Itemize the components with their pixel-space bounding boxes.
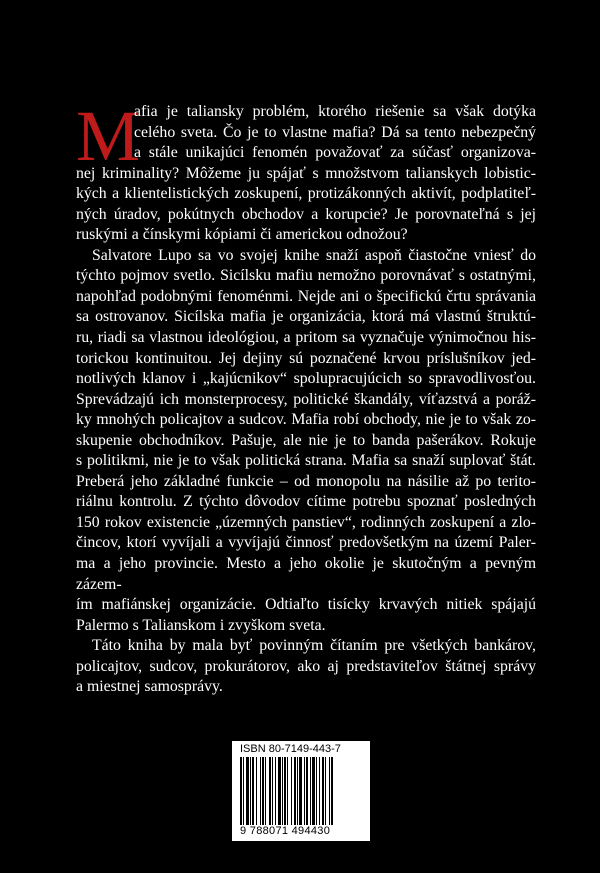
barcode-bar xyxy=(260,757,261,825)
barcode-bar xyxy=(250,757,251,825)
barcode-bar xyxy=(278,757,281,825)
barcode-bar xyxy=(256,757,257,825)
barcode-bar xyxy=(252,757,254,825)
barcode-digits: 9 788071 494430 xyxy=(240,825,331,837)
text-line: ím mafiánskej organizácie. Odtiaľto tisícky krvavých nitiek spájajú xyxy=(76,596,536,614)
barcode-bar xyxy=(312,757,315,825)
barcode-bar xyxy=(269,757,271,825)
isbn-label: ISBN 80-7149-443-7 xyxy=(240,743,341,755)
text-line: a miestnej samosprávy. xyxy=(76,678,223,696)
barcode-bar xyxy=(246,757,249,825)
barcode-bar xyxy=(322,757,324,825)
barcode-box xyxy=(232,741,370,841)
text-line: ru, riadi sa vlastnou ideológiou, a pritom sa vyznačuje výnimočnou his- xyxy=(76,329,536,347)
text-line: Sprevádzajú ich monsterprocesy, politické škandály, víťazstvá a poráž- xyxy=(76,390,536,408)
text-line: čincov, ktorí vyvíjali a vyvíjajú činnosť predovšetkým na území Paler- xyxy=(76,534,536,552)
text-line: skupenie obchodníkov. Pašuje, ale nie je to banda pašerákov. Rokuje xyxy=(76,431,536,449)
text-line: ma a jeho provincie. Mesto a jeho okolie je skutočným a pevným zázem- xyxy=(76,555,536,593)
text-line: Preberá jeho základné funkcie – od monopolu na násilie až po terito- xyxy=(76,472,536,490)
text-line: Táto kniha by mala byť povinným čítaním pre všetkých bankárov, xyxy=(92,637,536,655)
text-line: nej kriminality? Môžeme ju spájať s množstvom talianskych lobistic- xyxy=(76,164,536,182)
text-line: riálnu kontrolu. Z týchto dôvodov cítime potrebu spoznať posledných xyxy=(76,493,536,511)
barcode-bar xyxy=(294,757,296,825)
text-line: notlivých klanov i „kajúcnikov“ spolupracujúcich so spravodlivosťou. xyxy=(76,370,536,388)
barcode-bar xyxy=(272,757,273,825)
text-line: sa ostrovanov. Sicílska mafia je organizácia, ktorá má vlastnú štruktú- xyxy=(76,308,536,326)
barcode-bar xyxy=(319,757,320,825)
drop-cap: M xyxy=(76,96,141,176)
text-line: s politikmi, nie je to však politická strana. Mafia sa snaží suplovať štát. xyxy=(76,452,536,470)
barcode-bar xyxy=(329,757,330,825)
barcode-bar xyxy=(265,757,266,825)
barcode-bar xyxy=(331,757,333,825)
text-line: týchto pojmov svetlo. Sicílsku mafiu nemožno porovnávať s ostatnými, xyxy=(76,267,536,285)
barcode-bar xyxy=(240,757,242,825)
barcode-bar xyxy=(310,757,311,825)
barcode-bar xyxy=(316,757,317,825)
barcode-bar xyxy=(297,757,298,825)
barcode-bar xyxy=(291,757,292,825)
text-line: policajtov, sudcov, prokurátorov, ako aj predstaviteľov štátnej správy xyxy=(76,657,536,675)
text-line: Palermo s Talianskom i zvyškom sveta. xyxy=(76,616,326,634)
text-line: 150 rokov existencie „územných panstiev“, rodinných zoskupení a zlo- xyxy=(76,513,536,531)
barcode-bar xyxy=(325,757,326,825)
blurb-text xyxy=(76,96,536,698)
text-line: ných úradov, pokútnych obchodov a korupcie? Je porovnateľná s jej xyxy=(76,205,536,223)
barcode-bar xyxy=(304,757,305,825)
text-line: Salvatore Lupo sa vo svojej knihe snaží aspoň čiastočne vniesť do xyxy=(92,246,536,264)
text-line: ky mnohých policajtov a sudcov. Mafia robí obchody, nie je to však zo- xyxy=(76,411,536,429)
text-line: afia je taliansky problém, ktorého riešenie sa však dotýka xyxy=(134,103,536,120)
barcode-bar xyxy=(275,757,276,825)
barcode-bar xyxy=(287,757,288,825)
barcode-bar xyxy=(284,757,286,825)
barcode-bar xyxy=(282,757,283,825)
barcode-bar xyxy=(243,757,244,825)
text-line: torickou kontinuitou. Jej dejiny sú poznačené krvou príslušníkov jed- xyxy=(76,349,536,367)
barcode-bar xyxy=(299,757,302,825)
barcode-bar xyxy=(306,757,308,825)
text-line: kých a klientelistických zoskupení, protizákonných aktivít, podplatiteľ- xyxy=(76,185,536,203)
text-line: a stále unikajúci fenomén považovať za súčasť organizova- xyxy=(134,144,536,162)
text-line: ruskými a čínskymi kópiami či americkou odnožou? xyxy=(76,226,408,244)
text-line: napohľad podobnými fenoménmi. Nejde ani o špecifickú črtu správania xyxy=(76,287,536,305)
text-line: celého sveta. Čo je to vlastne mafia? Dá sa tento nebezpečný xyxy=(134,123,536,141)
barcode-bars xyxy=(240,757,362,825)
barcode-bar xyxy=(262,757,264,825)
